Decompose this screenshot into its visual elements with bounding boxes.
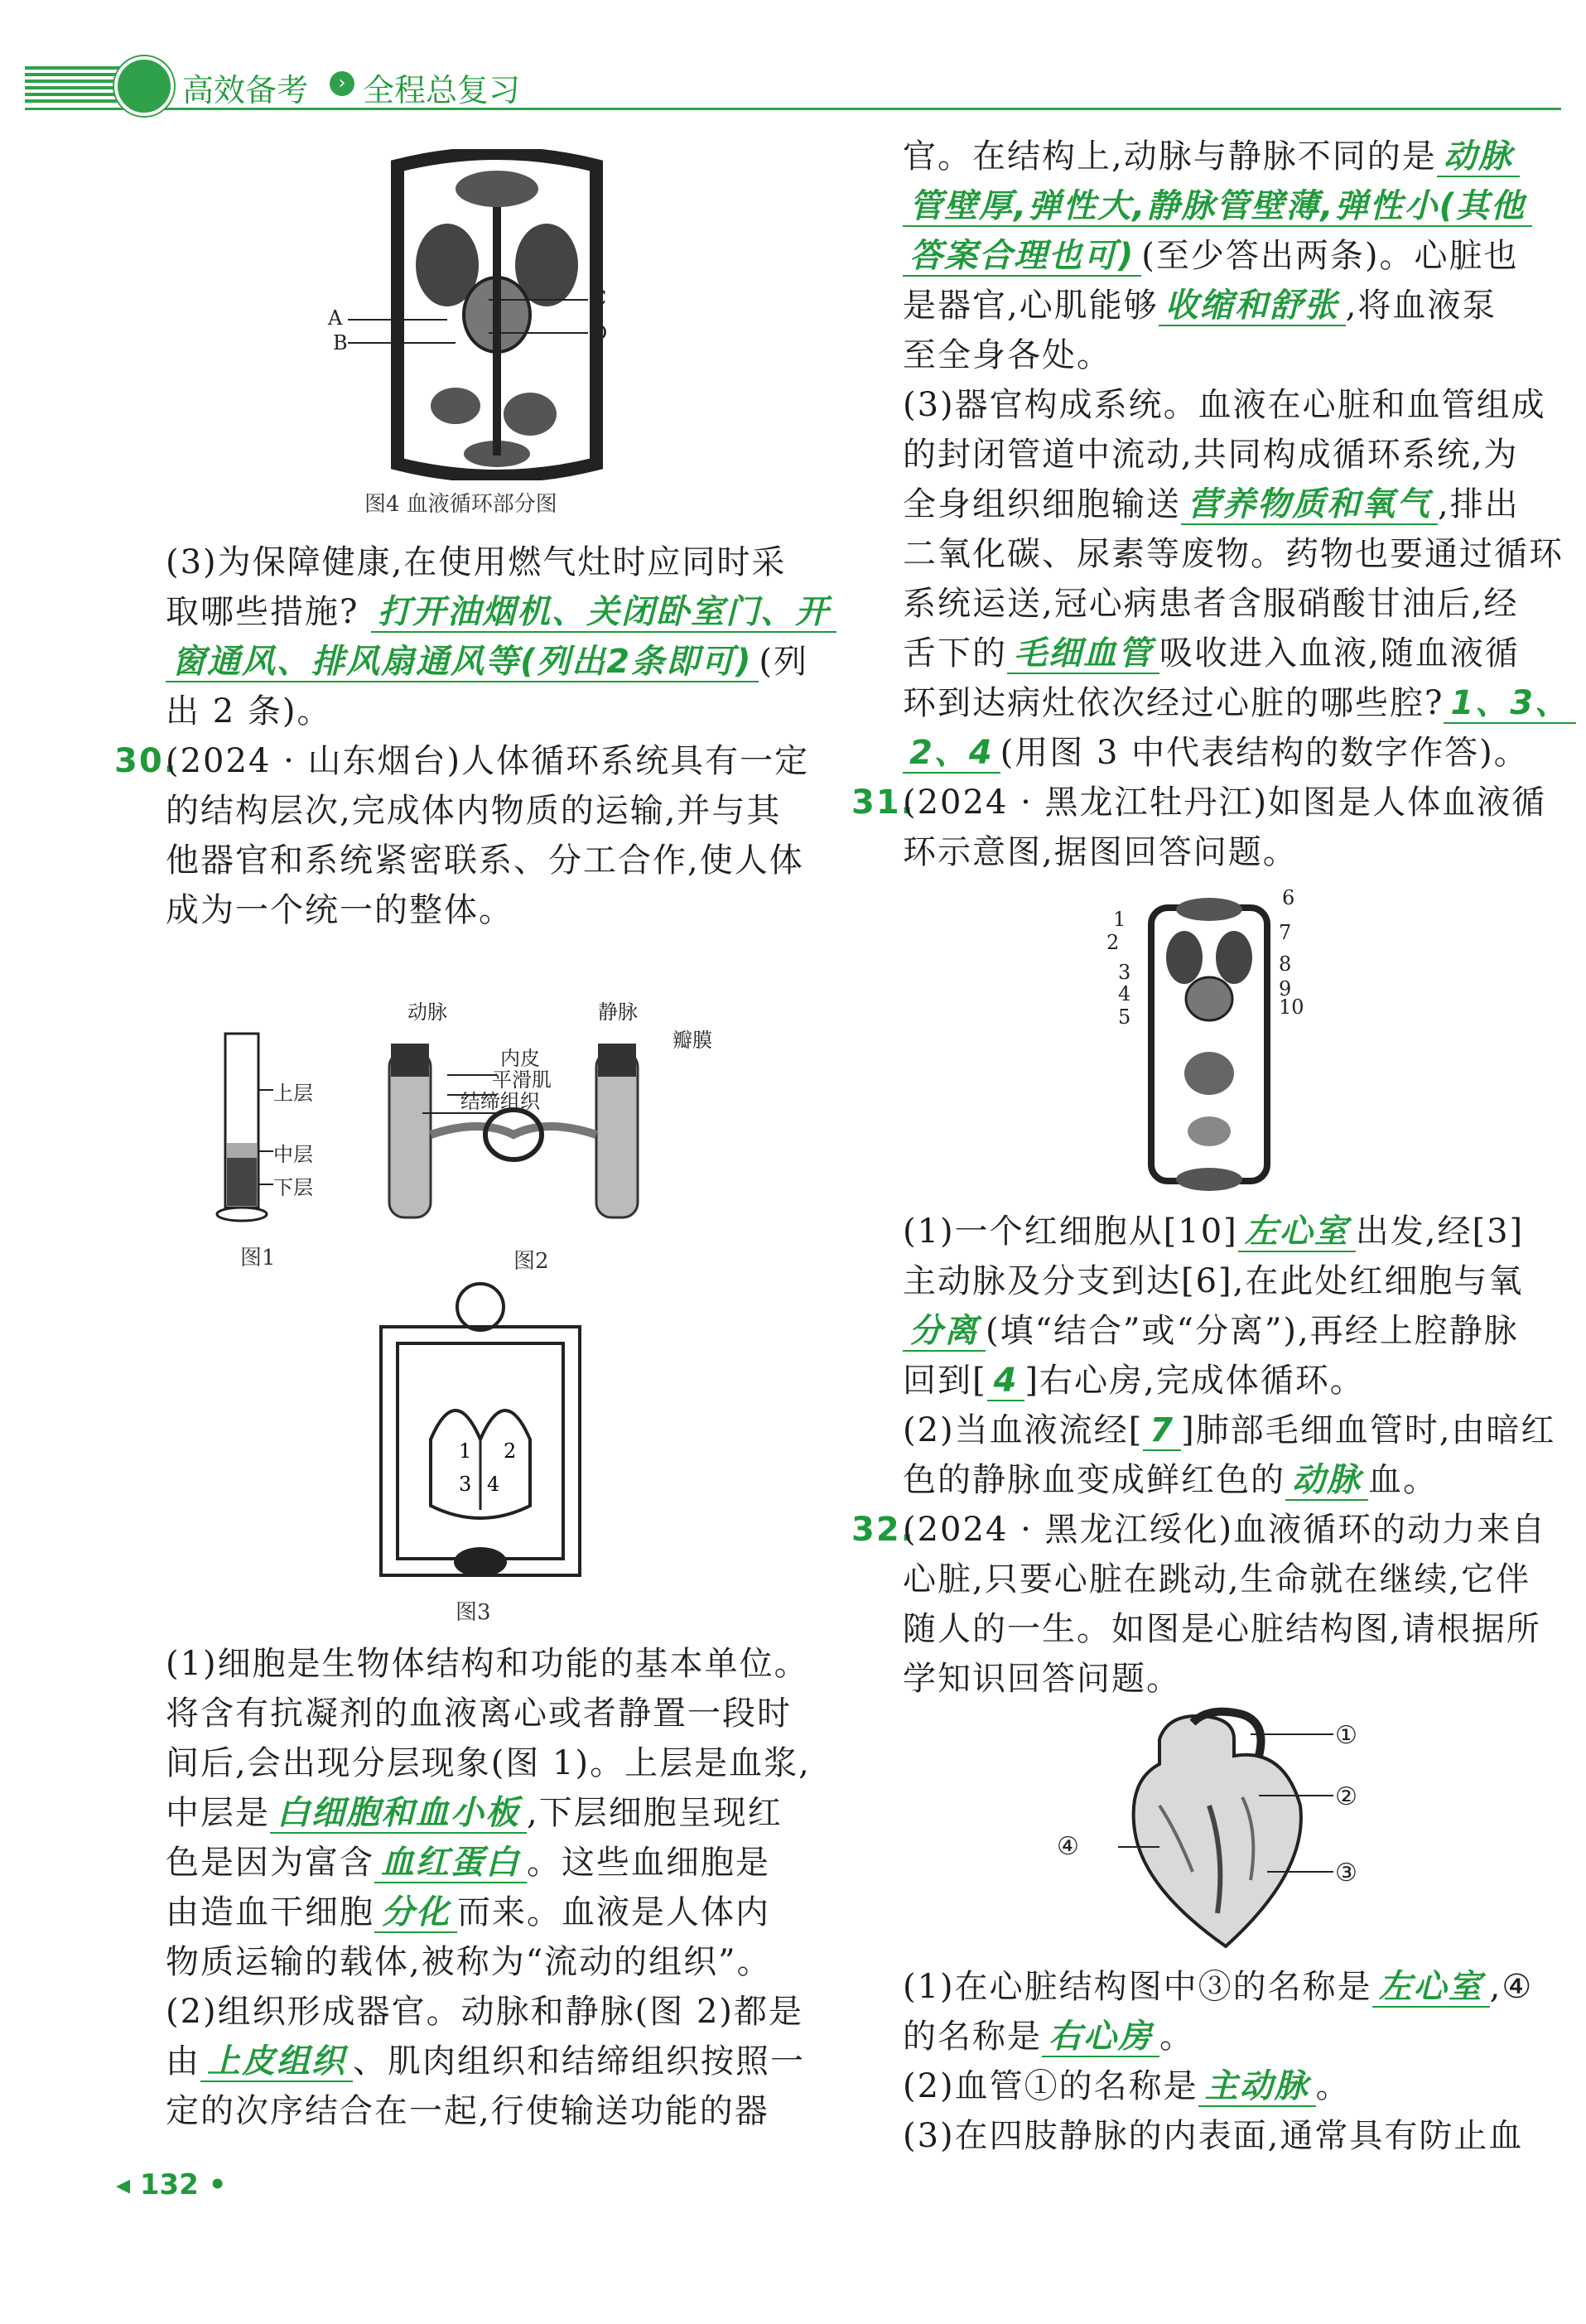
q31-label-2: 2 (1106, 931, 1120, 954)
answer-blank: 分化 (374, 1893, 457, 1933)
q31-label-5: 5 (1118, 1005, 1131, 1029)
q31-line2: 环示意图,据图回答问题。 (903, 833, 1298, 871)
q31-p2-line1: (2)当血液流经[ 7 ]肺部毛细血管时,由暗红 (903, 1411, 1556, 1449)
q30-line1: (2024 · 山东烟台)人体循环系统具有一定 (166, 742, 810, 780)
q30-line4: 成为一个统一的整体。 (166, 891, 513, 929)
answer-blank: 毛细血管 (1007, 634, 1159, 674)
r-line3: 答案合理也可) (至少答出两条)。心脏也 (903, 232, 1519, 280)
p2-line2: 由 上皮组织 、肌肉组织和结缔组织按照一 (166, 2042, 805, 2081)
answer-blank: 窗通风、排风扇通风等(列出2条即可) (166, 643, 759, 682)
fig3-label-2: 2 (504, 1439, 517, 1463)
q31-p1-line4: 回到[ 4 ]右心房,完成体循环。 (903, 1362, 1365, 1400)
r-line4: 是器官,心肌能够 收缩和舒张 ,将血液泵 (903, 287, 1497, 325)
heart-label-3: ③ (1335, 1859, 1357, 1888)
q32-p3-line: (3)在四肢静脉的内表面,通常具有防止血 (903, 2117, 1524, 2155)
fig2-caption: 图2 (513, 1249, 549, 1274)
answer-blank: 主动脉 (1198, 2067, 1316, 2107)
fig2-label-smooth-muscle: 平滑肌 (492, 1068, 552, 1092)
fig3-label-3: 3 (459, 1473, 472, 1496)
q31-p1-line1: (1)一个红细胞从[10] 左心室 出发,经[3] (903, 1213, 1525, 1251)
r-line1: 官。在结构上,动脉与静脉不同的是 动脉 (903, 133, 1520, 181)
p3-line7: 环到达病灶依次经过心脏的哪些腔? 1、3、 (903, 679, 1576, 727)
heart-label-1: ① (1335, 1721, 1357, 1750)
page-number: ◂ 132 • (116, 2168, 227, 2201)
p1-line2: 将含有抗凝剂的血液离心或者静置一段时 (166, 1695, 792, 1733)
answer-blank: 2、4 (903, 734, 1000, 774)
answer-blank: 7 (1143, 1411, 1181, 1451)
fig1-label-upper: 上层 (273, 1082, 313, 1105)
fig1-label-middle: 中层 (273, 1143, 313, 1166)
fig4-label-a: A (328, 306, 343, 330)
q3-line4: 出 2 条)。 (166, 692, 332, 730)
answer-blank: 管壁厚,弹性大,静脉管壁薄,弹性小(其他 (903, 187, 1532, 227)
answer-blank: 打开油烟机、关闭卧室门、开 (371, 593, 836, 633)
header-subtitle: 全程总复习 (363, 72, 521, 108)
q3-line1: (3)为保障健康,在使用燃气灶时应同时采 (166, 543, 787, 581)
answer-blank: 左心室 (1372, 1968, 1490, 2008)
answer-blank: 右心房 (1042, 2018, 1159, 2057)
q31-label-9: 9 (1279, 977, 1292, 1000)
question-number-31: 31. (851, 784, 915, 822)
fig3-caption: 图3 (456, 1600, 491, 1625)
fig2-label-artery: 动脉 (407, 1000, 447, 1024)
q32-p1-line1: (1)在心脏结构图中③的名称是 左心室 ,④ (903, 1968, 1534, 2006)
q3-line3: 窗通风、排风扇通风等(列出2条即可) (列 (166, 638, 808, 686)
answer-blank: 白细胞和血小板 (270, 1794, 527, 1834)
answer-blank: 1、3、 (1444, 684, 1576, 724)
p3-line8: 2、4 (用图 3 中代表结构的数字作答)。 (903, 729, 1529, 777)
q31-line1: (2024 · 黑龙江牡丹江)如图是人体血液循 (903, 784, 1547, 822)
q32-p2-line: (2)血管①的名称是 主动脉 。 (903, 2067, 1351, 2105)
q30-line2: 的结构层次,完成体内物质的运输,并与其 (166, 792, 782, 830)
question-number-32: 32. (851, 1511, 915, 1549)
answer-blank: 左心室 (1238, 1213, 1356, 1252)
p1-line5: 色是因为富含 血红蛋白 。这些血细胞是 (166, 1844, 770, 1882)
p3-line1: (3)器官构成系统。血液在心脏和血管组成 (903, 386, 1546, 424)
fig1-label-lower: 下层 (273, 1176, 313, 1199)
fig2-label-valve: 瓣膜 (672, 1029, 712, 1052)
q31-label-3: 3 (1118, 961, 1131, 984)
p1-line1: (1)细胞是生物体结构和功能的基本单位。 (166, 1645, 809, 1683)
answer-blank: 答案合理也可) (903, 237, 1141, 277)
heart-label-2: ② (1335, 1782, 1357, 1811)
q31-p2-line2: 色的静脉血变成鲜红色的 动脉 血。 (903, 1461, 1438, 1499)
q31-label-6: 6 (1282, 886, 1295, 909)
p3-line5: 系统运送,冠心病患者含服硝酸甘油后,经 (903, 585, 1519, 623)
fig3-label-1: 1 (459, 1439, 472, 1463)
answer-blank: 分离 (903, 1312, 986, 1352)
q31-label-4: 4 (1118, 982, 1131, 1005)
heart-label-4: ④ (1057, 1832, 1079, 1861)
graduate-logo-icon (114, 56, 174, 116)
fig4-label-b: B (333, 331, 348, 354)
p3-line3: 全身组织细胞输送 营养物质和氧气 ,排出 (903, 485, 1520, 523)
fig2-label-endothelium: 内皮 (500, 1047, 540, 1070)
p3-line6: 舌下的 毛细血管 吸收进入血液,随血液循 (903, 634, 1520, 673)
heart-structure-diagram (1085, 1706, 1350, 1955)
q32-line3: 随人的一生。如图是心脏结构图,请根据所 (903, 1610, 1541, 1648)
q31-label-7: 7 (1279, 921, 1292, 944)
header-stripes (25, 66, 124, 104)
fig4-label-lines (331, 290, 613, 364)
chevron-right-icon: › (330, 71, 354, 96)
p2-line3: 定的次序结合在一起,行使输送功能的器 (166, 2092, 769, 2130)
q31-circulation-diagram (1135, 891, 1284, 1198)
p1-line3: 间后,会出现分层现象(图 1)。上层是血浆, (166, 1744, 811, 1782)
fig4-label-c: C (591, 287, 607, 310)
q3-line2: 取哪些措施? 打开油烟机、关闭卧室门、开 (166, 588, 836, 636)
q32-line2: 心脏,只要心脏在跳动,生命就在继续,它伴 (903, 1560, 1531, 1598)
p2-line1: (2)组织形成器官。动脉和静脉(图 2)都是 (166, 1993, 804, 2031)
question-number-30: 30. (114, 742, 178, 780)
q30-line3: 他器官和系统紧密联系、分工合作,使人体 (166, 841, 804, 880)
p1-line7: 物质运输的载体,被称为“流动的组织”。 (166, 1943, 772, 1981)
answer-blank: 收缩和舒张 (1159, 287, 1346, 326)
fig4-label-d: D (591, 321, 608, 345)
header-title: 高效备考 (182, 72, 309, 108)
answer-blank: 上皮组织 (200, 2042, 353, 2082)
fig3-label-4: 4 (487, 1473, 500, 1496)
answer-blank: 动脉 (1437, 137, 1520, 177)
q32-line1: (2024 · 黑龙江绥化)血液循环的动力来自 (903, 1511, 1547, 1549)
fig2-label-vein: 静脉 (598, 1000, 638, 1024)
q31-label-1: 1 (1113, 908, 1126, 931)
r-line5: 至全身各处。 (903, 336, 1111, 374)
answer-blank: 营养物质和氧气 (1181, 485, 1438, 525)
fig1-caption: 图1 (240, 1246, 276, 1270)
p3-line2: 的封闭管道中流动,共同构成循环系统,为 (903, 436, 1519, 474)
fig3-circulation-schematic (340, 1282, 621, 1587)
fig4-caption: 图4 血液循环部分图 (364, 492, 557, 517)
q31-label-8: 8 (1279, 952, 1292, 976)
r-line2 (903, 182, 1532, 230)
p1-line6: 由造血干细胞 分化 而来。血液是人体内 (166, 1893, 770, 1931)
p3-line4: 二氧化碳、尿素等废物。药物也要通过循环 (903, 535, 1564, 573)
q31-label-10: 10 (1279, 996, 1304, 1019)
q31-p1-line3: 分离 (填“结合”或“分离”),再经上腔静脉 (903, 1307, 1519, 1355)
p1-line4: 中层是 白细胞和血小板 ,下层细胞呈现红 (166, 1794, 783, 1832)
q32-p1-line2: 的名称是 右心房 。 (903, 2018, 1194, 2056)
answer-blank: 4 (987, 1362, 1025, 1401)
answer-blank: 动脉 (1285, 1461, 1368, 1501)
fig2-label-connective: 结缔组织 (460, 1090, 540, 1113)
answer-blank: 血红蛋白 (374, 1844, 527, 1883)
q31-p1-line2: 主动脉及分支到达[6],在此处红细胞与氧 (903, 1262, 1524, 1300)
q32-line4: 学知识回答问题。 (903, 1660, 1181, 1698)
